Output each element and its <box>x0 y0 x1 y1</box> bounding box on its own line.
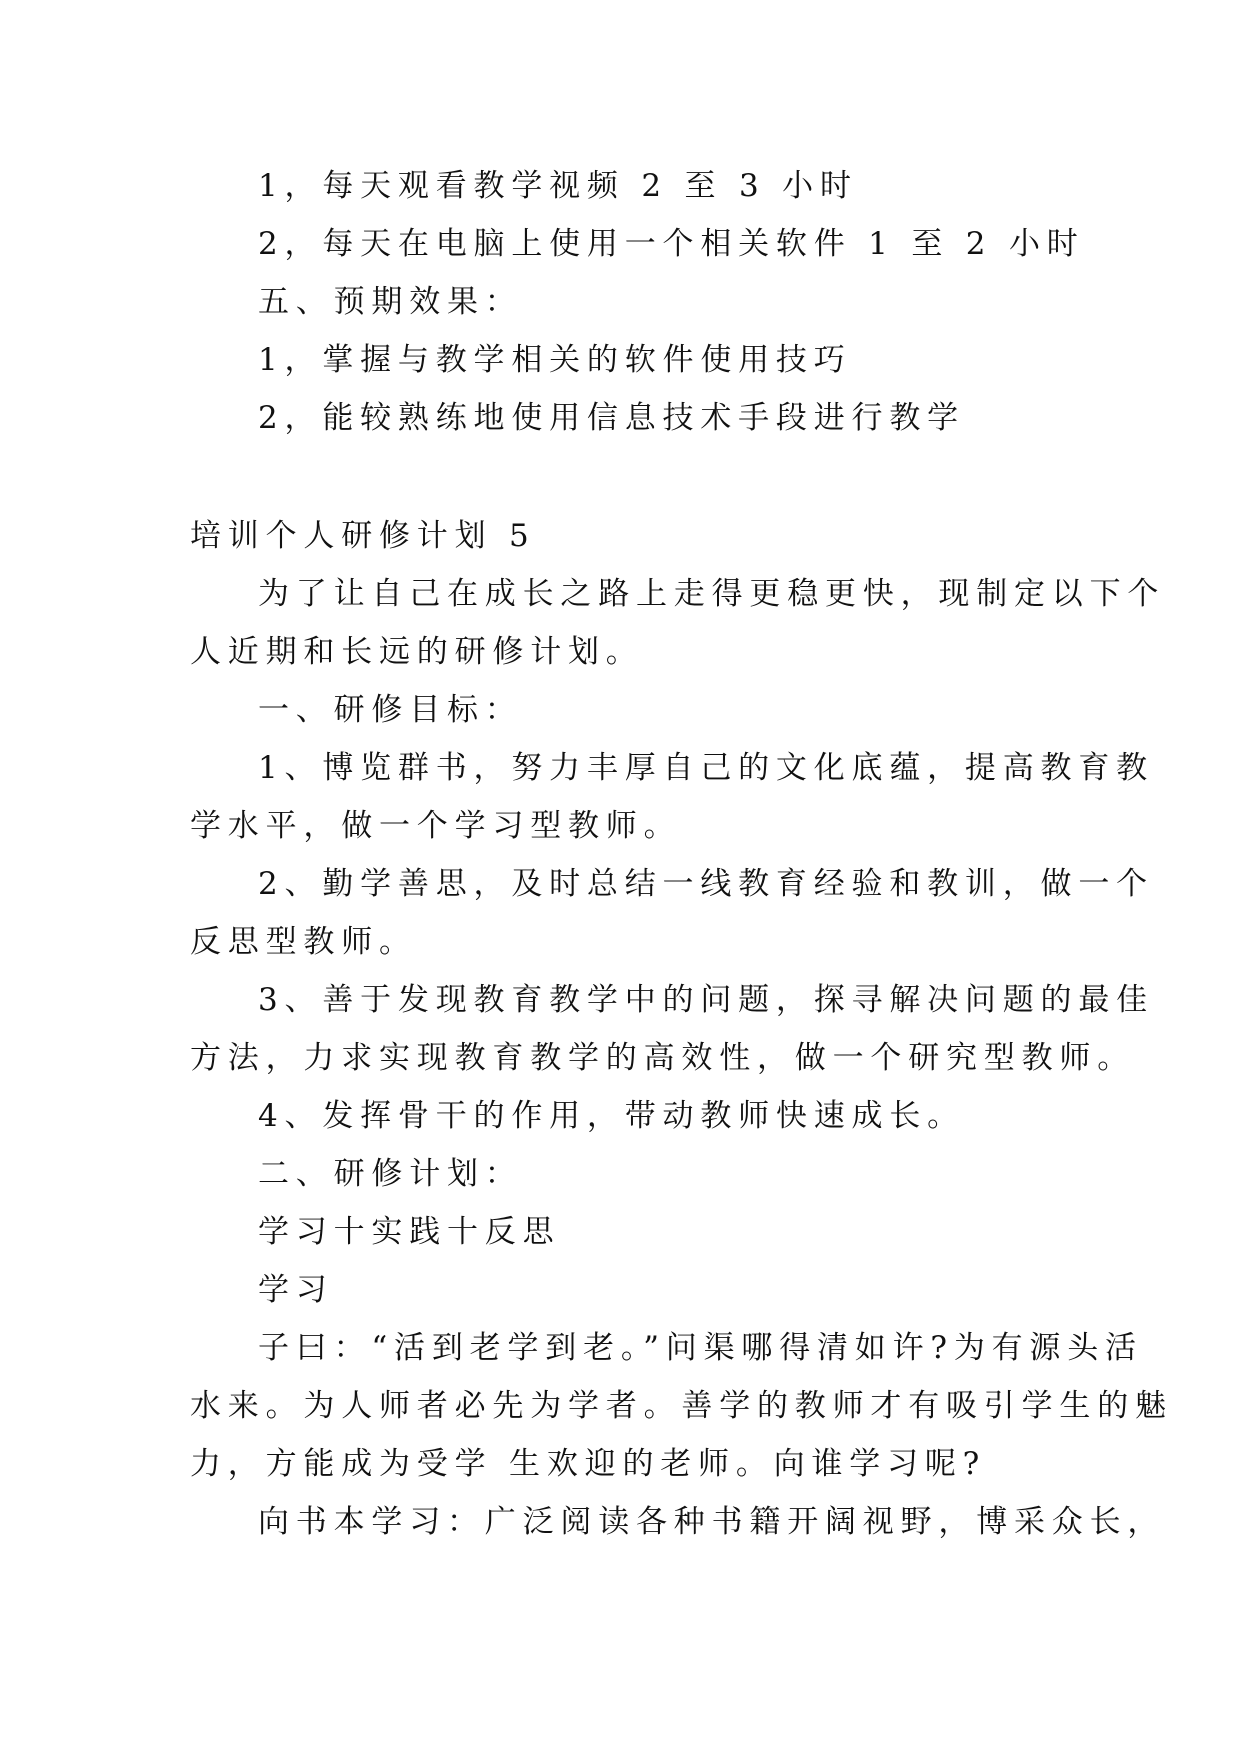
paragraph-line: 1、博览群书，努力丰厚自己的文化底蕴，提高教育教 <box>258 750 1154 786</box>
list-item: 1，掌握与教学相关的软件使用技巧 <box>258 342 852 378</box>
paragraph-line: 学习 <box>258 1272 334 1308</box>
paragraph-line: 反思型教师。 <box>190 924 417 960</box>
paragraph-line: 水来。为人师者必先为学者。善学的教师才有吸引学生的魅 <box>190 1388 1173 1424</box>
paragraph-line: 4、发挥骨干的作用，带动教师快速成长。 <box>258 1098 965 1134</box>
paragraph-line: 3、善于发现教育教学中的问题，探寻解决问题的最佳 <box>258 982 1154 1018</box>
paragraph-line: 方法，力求实现教育教学的高效性，做一个研究型教师。 <box>190 1040 1135 1076</box>
paragraph-line: 为了让自己在成长之路上走得更稳更快，现制定以下个 <box>258 576 1166 612</box>
paragraph-line: 学水平，做一个学习型教师。 <box>190 808 682 844</box>
paragraph-line: 人近期和长远的研修计划。 <box>190 634 644 670</box>
paragraph-line: 子曰：“活到老学到老。”问渠哪得清如许?为有源头活 <box>258 1330 1143 1366</box>
section-heading: 一、研修目标： <box>258 692 523 728</box>
document-title: 培训个人研修计划 5 <box>190 518 536 554</box>
list-item: 2，每天在电脑上使用一个相关软件 1 至 2 小时 <box>258 226 1085 262</box>
section-heading: 二、研修计划： <box>258 1156 523 1192</box>
paragraph-line: 学习十实践十反思 <box>258 1214 561 1250</box>
list-item: 1，每天观看教学视频 2 至 3 小时 <box>258 168 858 204</box>
paragraph-line: 力，方能成为受学 生欢迎的老师。向谁学习呢? <box>190 1446 987 1482</box>
paragraph-line: 向书本学习：广泛阅读各种书籍开阔视野，博采众长， <box>258 1504 1166 1540</box>
paragraph-line: 2、勤学善思，及时总结一线教育经验和教训，做一个 <box>258 866 1154 902</box>
section-heading: 五、预期效果： <box>258 284 523 320</box>
list-item: 2，能较熟练地使用信息技术手段进行教学 <box>258 400 965 436</box>
